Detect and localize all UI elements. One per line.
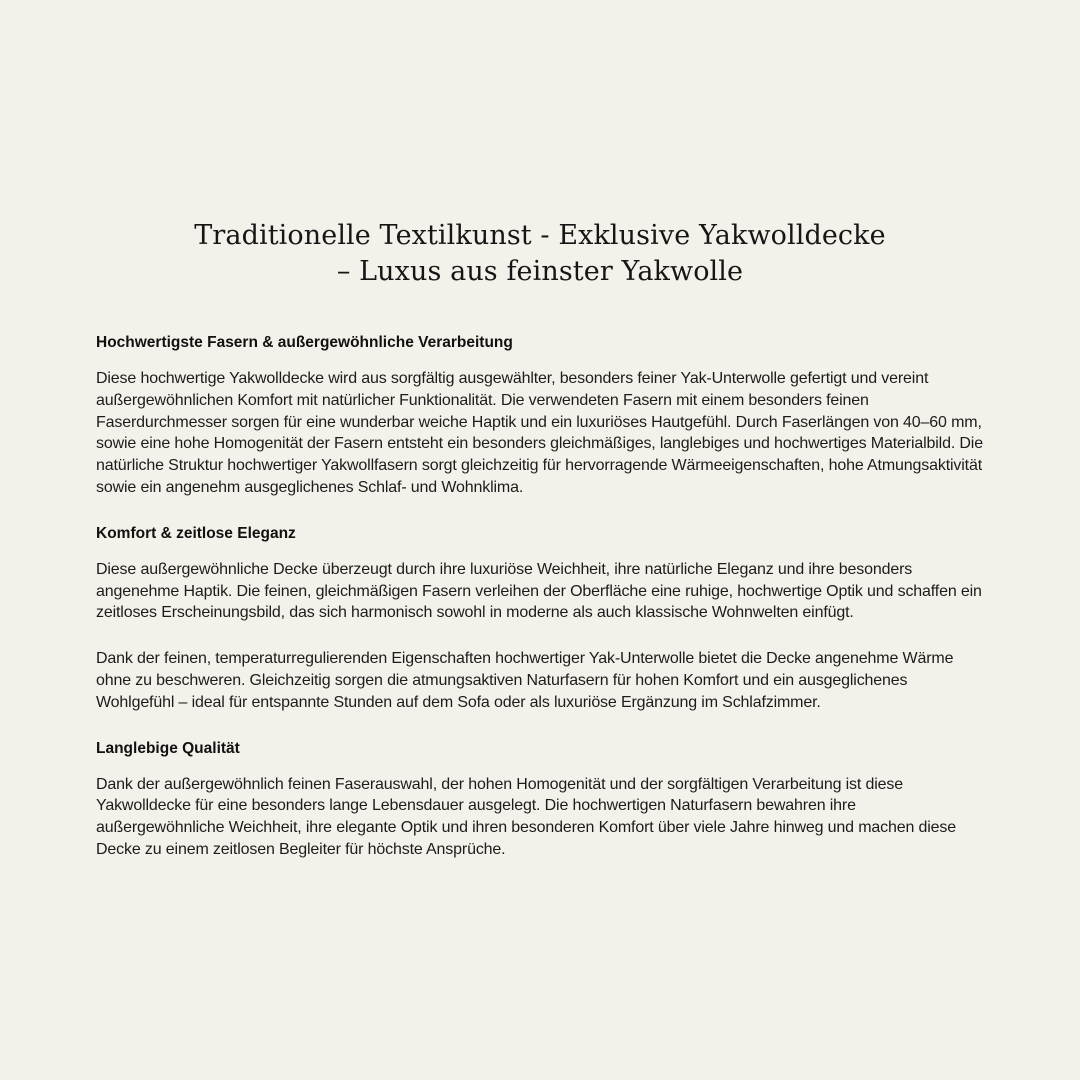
- section-heading: Komfort & zeitlose Eleganz: [96, 524, 296, 542]
- section-comfort: [96, 523, 984, 714]
- section-paragraph: Dank der feinen, temperaturregulierenden Eigenschaften hochwertiger Yak-Unterwolle bietet die Decke angenehme Wärme ohne zu beschweren. Gleichzeitig sorgen die atmungsaktiven Naturfasern für hohen Komfort und ein ausgeglichenes Wohlgefühl – ideal für entspannte Stunden auf dem Sofa oder als luxuriöse Ergänzung im Schlafzimmer.: [96, 650, 954, 711]
- product-description: [96, 218, 984, 885]
- page-title-line-1: Traditionelle Textilkunst - Exklusive Yakwolldecke: [194, 220, 886, 251]
- section-heading: Hochwertigste Fasern & außergewöhnliche Verarbeitung: [96, 334, 513, 351]
- page-title: [96, 218, 984, 290]
- section-heading: Langlebige Qualität: [96, 739, 240, 757]
- section-quality: [96, 738, 984, 861]
- section-paragraph: Diese hochwertige Yakwolldecke wird aus sorgfältig ausgewählter, besonders feiner Yak-Unterwolle gefertigt und vereint außergewöhnlichen Komfort mit natürlicher Funktionalität. Die verwendeten Fasern mit einem besonders feinen Faserdurchmesser sorgen für eine wunderbar weiche Haptik und ein luxuriöses Hautgefühl. Durch Faserlängen von 40–60 mm, sowie eine hohe Homogenität der Fasern entsteht ein besonders gleichmäßiges, langlebiges und hochwertiges Materialbild. Die natürliche Struktur hochwertiger Yakwollfasern sorgt gleichzeitig für hervorragende Wärmeeigenschaften, hohe Atmungsaktivität sowie ein angenehm ausgeglichenes Schlaf- und Wohnklima.: [96, 370, 983, 496]
- section-fibers: [96, 332, 984, 499]
- page-title-line-2: – Luxus aus feinster Yakwolle: [336, 256, 744, 287]
- section-paragraph: Dank der außergewöhnlich feinen Faserauswahl, der hohen Homogenität und der sorgfältigen Verarbeitung ist diese Yakwolldecke für eine besonders lange Lebensdauer ausgelegt. Die hochwertigen Naturfasern bewahren ihre außergewöhnliche Weichheit, ihre elegante Optik und ihren besonderen Komfort über viele Jahre hinweg und machen diese Decke zu einem zeitlosen Begleiter für höchste Ansprüche.: [96, 775, 957, 858]
- section-paragraph: Diese außergewöhnliche Decke überzeugt durch ihre luxuriöse Weichheit, ihre natürliche Eleganz und ihre besonders angenehme Haptik. Die feinen, gleichmäßigen Fasern verleihen der Oberfläche eine ruhige, hochwertige Optik und schaffen ein zeitloses Erscheinungsbild, das sich harmonisch sowohl in moderne als auch klassische Wohnwelten einfügt.: [96, 560, 982, 622]
